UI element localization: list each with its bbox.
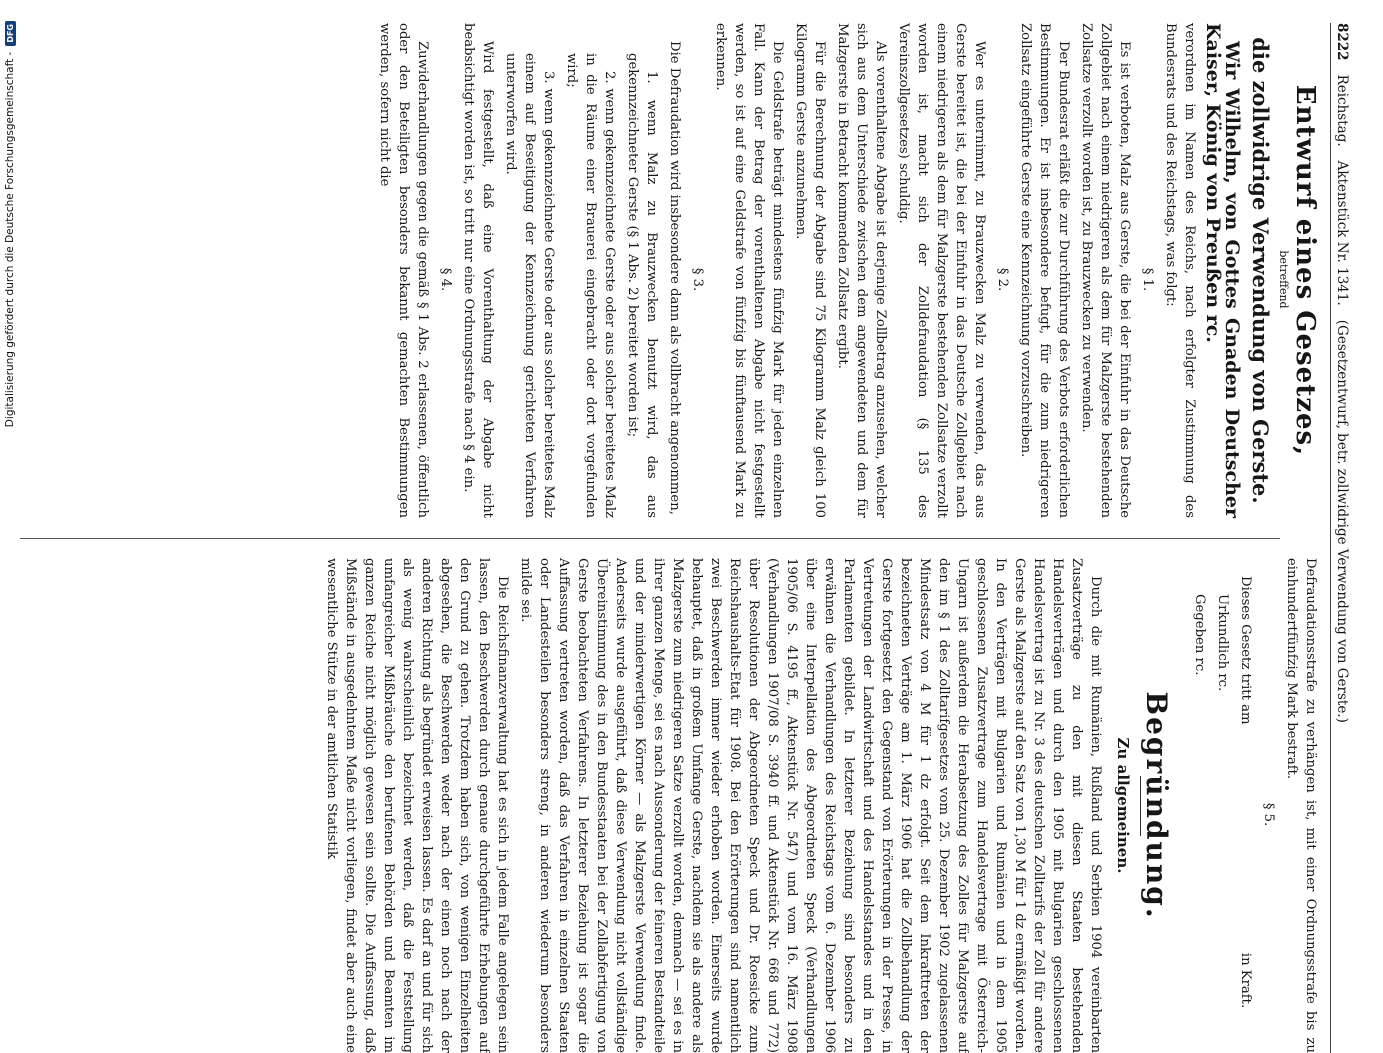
betreffend-label: betreffend (1277, 250, 1290, 309)
digitization-note (0, 0, 22, 1000)
section-5-text (1236, 558, 1255, 1053)
rotated-page (20, 23, 1350, 1053)
section-3-item: 1. wenn Malz zu Brauzwecken benutzt wird, das aus gekennzeichneter Gerste (§ 1 Abs. 2) bereitet worden ist; (625, 53, 659, 518)
section-3-item: 2. wenn gekennzeichnete Gerste oder aus solcher bereitetes Malz in die Räume einer Brauerei eingebracht oder dort vorgefunden wird; (564, 53, 617, 518)
dfg-logo: DFG (5, 21, 16, 46)
preamble-text: verordnen im Namen des Reichs, nach erfolgter Zustimmung des Bundesrats und des Reichstags, was folgt: (1163, 23, 1197, 518)
subject-label: (Gesetzentwurf, betr. zollwidrige Verwendung von Gerste.) (1334, 319, 1350, 723)
section-2-paragraph-4: Die Geldstrafe beträgt mindestens fünfzig Mark für jeden einzelnen Fall. Kann der Betrag der vorenthaltenen Abgabe nicht festgestellt werden, so ist auf eine Geldstrafe von fünfzig bis fünftausend Mark zu erkennen. (713, 23, 785, 518)
source-label: Reichstag. (1334, 74, 1350, 147)
running-header (1330, 23, 1350, 1053)
section-3-paragraph-2: Wird festgestellt, daß eine Vorenthaltung der Abgabe nicht beabsichtigt worden ist, so tritt nur eine Ordnungsstrafe nach § 4 ein. (461, 23, 495, 518)
carry-over-text: Defraudationsstrafe zu verhängen ist, mit einer Ordnungsstrafe bis zu einhundertfünfzig Mark bestraft. (1284, 558, 1318, 1053)
section-5-heading: § 5. (1261, 802, 1276, 827)
document-label: Aktenstück Nr. 1341. (1334, 160, 1350, 306)
law-title: Entwurf eines Gesetzes, (1290, 84, 1320, 457)
preamble-heading: Wir Wilhelm, von Gottes Gnaden Deutscher Kaiser, König von Preußen rc. (1202, 23, 1243, 518)
section-1-paragraph-1: Es ist verboten, Malz aus Gerste, die bei der Einfuhr in das Deutsche Zollgebiet nach einem niedrigeren als dem für Malzgerste bestehenden Zollsatze verzollt worden ist, zu Brauzwecken zu verwenden. (1079, 23, 1132, 518)
digitization-text: Digitalisierung gefördert durch die Deutsche Forschungsgemeinschaft - (4, 51, 16, 428)
section-4-heading: § 4. (438, 267, 453, 292)
section-3-item: 3. wenn gekennzeichnete Gerste oder aus solcher bereitetes Malz einem auf Beseitigung der Kennzeichnung gerichteten Verfahren unterworfen wird. (503, 53, 556, 518)
right-column (318, 558, 1320, 1053)
section-2-heading: § 2. (995, 267, 1010, 292)
page-number: 8222 (1334, 23, 1350, 61)
signature-line-1: Urkundlich rc. (1215, 594, 1230, 692)
section-3-intro: Die Defraudation wird insbesondere dann als vollbracht angenommen, (667, 41, 682, 515)
left-column (371, 23, 1320, 518)
section-1-paragraph-2: Der Bundesrat erläßt die zur Durchführung des Verbots erforderlichen Bestimmungen. Er ist insbesondere befugt, für die zum niedrigeren Zollsatz eingeführte Gerste eine Kennzeichnung vorzuschreiben. (1018, 23, 1071, 518)
section-5-end: in Kraft. (1238, 952, 1253, 1009)
law-subtitle: die zollwidrige Verwendung von Gerste. (1248, 37, 1273, 504)
column-divider (20, 538, 1280, 539)
section-4-paragraph-1: Zuwiderhandlungen gegen die gemäß § 1 Abs. 2 erlassenen, öffentlich oder den Beteiligten besonders bekannt gemachten Bestimmungen werden, sofern nicht die (377, 23, 430, 518)
general-heading: Zu allgemeinen. (1114, 737, 1132, 874)
justification-heading: Begründung. (1140, 691, 1173, 920)
section-1-heading: § 1. (1140, 267, 1155, 292)
section-3-heading: § 3. (690, 267, 705, 292)
section-2-paragraph-3: Für die Berechnung der Abgabe sind 75 Kilogramm Malz gleich 100 Kilogramm Gerste anzunehmen. (793, 23, 827, 518)
section-5-start: Dieses Gesetz tritt am (1238, 576, 1253, 725)
justification-paragraph-1: Durch die mit Rumänien, Rußland und Serbien 1904 vereinbarten Zusatzverträge zu den mit diesen Staaten bestehenden Handelsverträgen und durch den 1905 mit Bulgarien geschlossenen Handelsvertrag ist zu Nr. 3 des deutschen Zolltarifs der Zoll für andere Gerste als Malzgerste auf den Satz von 1,30 M für 1 dz ermäßigt worden. In den Verträgen mit Bulgarien und Rumänien und in dem 1905 geschlossenen Zusatzvertrage zum Handelsvertrage mit Österreich-Ungarn ist außerdem die Herabsetzung des Zolles für Malzgerste auf den im § 1 des Zolltarifgesetzes vom 25. Dezember 1902 zugelassenen Mindestsatz von 4 M für 1 dz erfolgt. Seit dem Inkrafttreten der bezeichneten Verträge am 1. März 1906 hat die Zollbehandlung der Gerste fortgesetzt den Gegenstand von Erörterungen in der Presse, in Vertretungen der Landwirtschaft und des Handelsstandes und in den Parlamenten gebildet. In letzterer Beziehung sind besonders zu erwähnen die Verhandlungen des Reichstags vom 6. Dezember 1906 über eine Interpellation des Abgeordneten Speck (Verhandlungen 1905/06 S. 4195 ff., Aktenstück Nr. 547) und vom 16. März 1908 (Verhandlungen 1907/08 S. 3940 ff. und Aktenstück Nr. 668 und 772) über Resolutionen der Abgeordneten Speck und Dr. Roesicke zum Reichshaushalts-Etat für 1908. Bei den Erörterungen sind namentlich zwei Beschwerden immer wieder erhoben worden. Einerseits wurde behauptet, daß in großem Umfange Gerste, nachdem sie als andere als Malzgerste zum niedrigeren Satze verzollt worden, demnach — sei es in ihrer ganzen Menge, sei es nach Aussonderung der feineren Bestandteile und der minderwertigen Körner — als Malzgerste Verwendung finde. Anderseits wurde ausgeführt, daß diese Verwendung nicht vollständige Übereinstimmung des in den Bundesstaaten bei der Zollabfertigung von Gerste beobachteten Verfahrens. In letzterer Beziehung ist sogar die Auffassung vertreten worden, daß das Verfahren in einzelnen Staaten oder Landesteilen besonders streng, in anderen wiederum besonders milde sei. (518, 558, 1103, 1053)
section-2-paragraph-1: Wer es unternimmt, zu Brauzwecken Malz zu verwenden, das aus Gerste bereitet ist, die bei der Einfuhr in das Deutsche Zollgebiet nach einem niedrigeren als dem für Malzgerste bestehenden Zollsatze verzollt worden ist, macht sich der Zolldefraudation (§ 135 des Vereinszollgesetzes) schuldig. (896, 23, 987, 518)
section-2-paragraph-2: Als vorenthaltene Abgabe ist derjenige Zollbetrag anzusehen, welcher sich aus dem Unterschiede zwischen dem angewendeten und dem für Malzgerste in Betracht kommenden Zollsatz ergibt. (835, 23, 888, 518)
justification-paragraph-2: Die Reichsfinanzverwaltung hat es sich in jedem Falle angelegen sein lassen, den Beschwerden durch genaue durchgeführte Erhebungen auf den Grund zu gehen. Trotzdem haben sich, von wenigen Einzelheiten abgesehen, die Beschwerden weder nach der einen noch nach der anderen Richtung als begründet erweisen lassen. Es darf an und für sich als wenig wahrscheinlich bezeichnet werden, daß die Feststellung umfangreicher Mißbräuche den berufenen Behörden und Beamten im ganzen Reiche nicht möglich gewesen sein sollte. Die Auffassung, daß Mißstände in ausgedehntem Maße nicht vorliegen, findet aber auch eine wesentliche Stütze in der amtlichen Statistik (324, 558, 510, 1053)
signature-line-2: Gegeben rc. (1192, 594, 1207, 676)
